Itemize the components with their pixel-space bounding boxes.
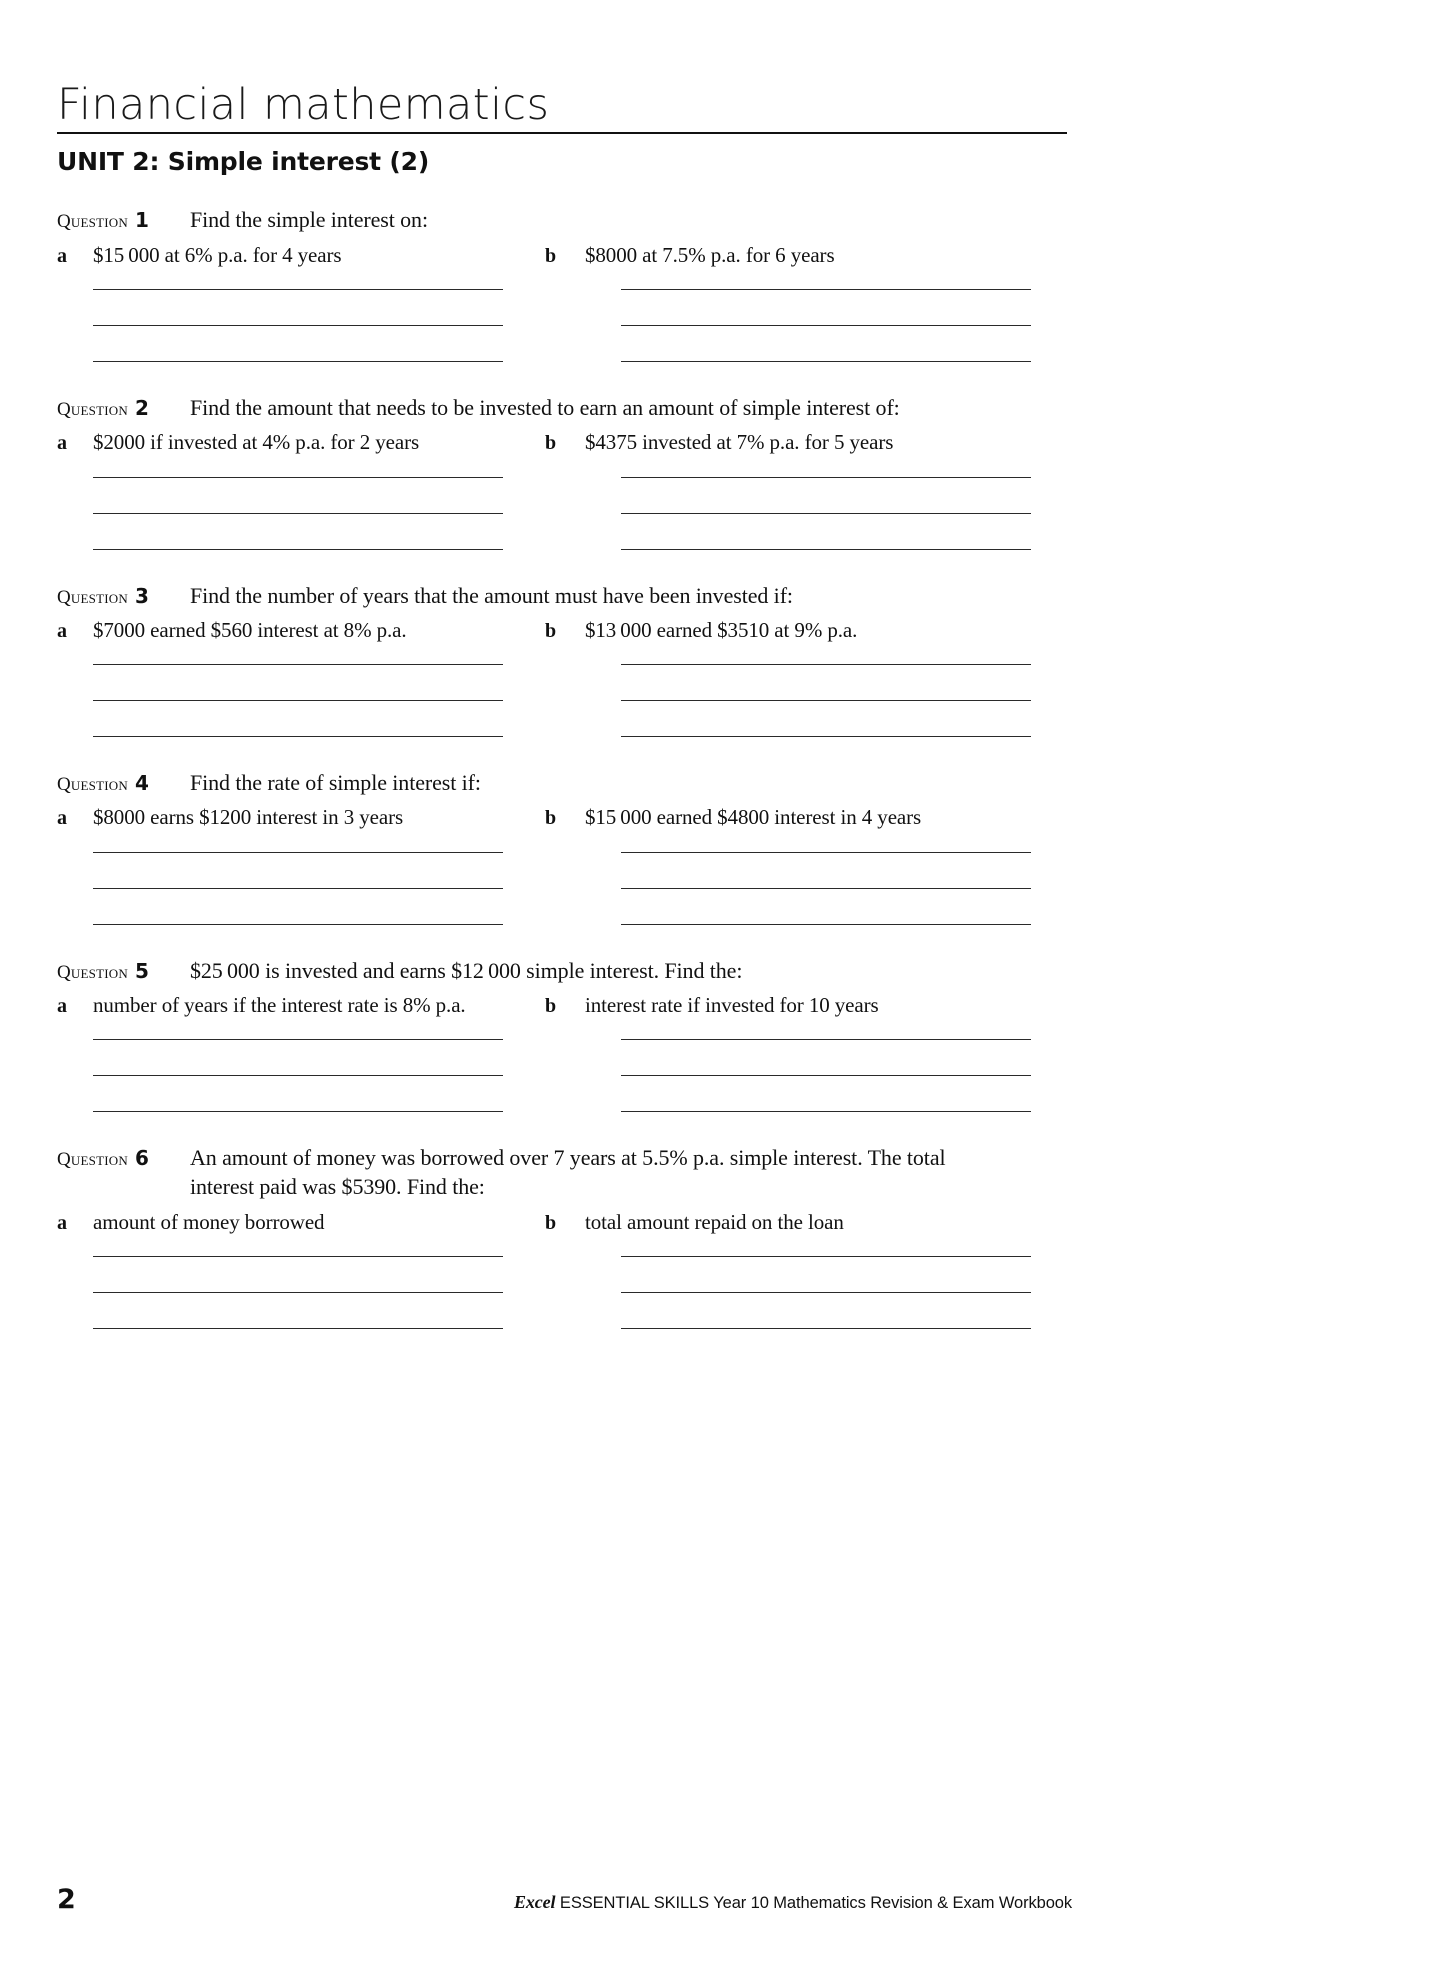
part-letter: b: [545, 1211, 557, 1234]
page-number: 2: [57, 1884, 76, 1915]
question-label: [57, 771, 190, 796]
question-word: Question: [57, 774, 128, 796]
answer-rule-line[interactable]: [621, 549, 1031, 550]
part-text: amount of money borrowed: [93, 1209, 325, 1234]
answer-rule-line[interactable]: [93, 852, 503, 853]
question-stem-line: Find the rate of simple interest if:: [190, 770, 481, 796]
answer-lines-column-right: [581, 477, 1121, 550]
question-number: 2: [134, 395, 149, 420]
question-label: [57, 208, 190, 233]
question-stem: [190, 393, 1072, 422]
answer-rule-line[interactable]: [93, 513, 503, 514]
part-text: interest rate if invested for 10 years: [585, 992, 879, 1017]
question-number: 3: [134, 583, 149, 608]
part-letter: b: [545, 994, 557, 1017]
answer-rule-line[interactable]: [93, 736, 503, 737]
answer-rule-line[interactable]: [93, 924, 503, 925]
question-stem-line: $25 000 is invested and earns $12 000 simple interest. Find the:: [190, 957, 743, 983]
answer-rule-line[interactable]: [621, 1292, 1031, 1293]
question-number: 4: [134, 771, 149, 796]
question-part-b: [545, 992, 1045, 1019]
page-content: [57, 0, 1072, 1329]
answer-rule-line[interactable]: [621, 513, 1031, 514]
part-letter: a: [57, 807, 67, 830]
answer-rule-line[interactable]: [621, 1256, 1031, 1257]
answer-rule-line[interactable]: [621, 1111, 1031, 1112]
question-number: 6: [134, 1146, 149, 1171]
question-stem-line: interest paid was $5390. Find the:: [190, 1174, 485, 1200]
answer-rule-line[interactable]: [93, 1256, 503, 1257]
question-part-a: [57, 617, 545, 644]
answer-lines: [57, 289, 1072, 362]
answer-lines-column-left: [57, 664, 581, 737]
answer-lines-column-left: [57, 1039, 581, 1112]
answer-rule-line[interactable]: [621, 924, 1031, 925]
answer-rule-line[interactable]: [93, 1292, 503, 1293]
question-part-a: [57, 429, 545, 456]
answer-rule-line[interactable]: [93, 1111, 503, 1112]
footer-title-text: ESSENTIAL SKILLS Year 10 Mathematics Revision & Exam Workbook: [555, 1894, 1072, 1912]
part-text: number of years if the interest rate is 8% p.a.: [93, 992, 466, 1017]
answer-lines-column-left: [57, 852, 581, 925]
question-label: [57, 959, 190, 984]
question-part-b: [545, 617, 1045, 644]
answer-rule-line[interactable]: [621, 1039, 1031, 1040]
question-word: Question: [57, 1149, 128, 1171]
answer-lines-column-right: [581, 1039, 1121, 1112]
question-part-a: [57, 1209, 545, 1236]
page-title: Financial mathematics: [57, 80, 550, 130]
answer-rule-line[interactable]: [621, 325, 1031, 326]
question-stem-line: Find the simple interest on:: [190, 207, 428, 233]
answer-lines: [57, 852, 1072, 925]
answer-rule-line[interactable]: [621, 736, 1031, 737]
answer-lines-column-right: [581, 1256, 1121, 1329]
question-block: [57, 393, 1072, 550]
question-part-b: [545, 242, 1045, 269]
question-block: [57, 1143, 1072, 1329]
question-label: [57, 396, 190, 421]
question-stem: [190, 581, 1072, 610]
part-text: total amount repaid on the loan: [585, 1209, 844, 1234]
part-letter: a: [57, 432, 67, 455]
question-stem: [190, 1143, 1072, 1202]
part-text: $2000 if invested at 4% p.a. for 2 years: [93, 430, 420, 455]
answer-rule-line[interactable]: [621, 700, 1031, 701]
question-part-b: [545, 804, 1045, 831]
part-letter: a: [57, 1211, 67, 1234]
questions-container: [57, 205, 1072, 1329]
question-parts-row: [57, 617, 1072, 644]
question-part-a: [57, 804, 545, 831]
answer-rule-line[interactable]: [621, 888, 1031, 889]
answer-lines-column-right: [581, 664, 1121, 737]
question-stem-row: [57, 205, 1072, 234]
answer-lines: [57, 477, 1072, 550]
question-stem-row: [57, 581, 1072, 610]
part-letter: b: [545, 244, 557, 267]
answer-rule-line[interactable]: [93, 664, 503, 665]
question-block: [57, 768, 1072, 925]
answer-rule-line[interactable]: [93, 477, 503, 478]
part-text: $7000 earned $560 interest at 8% p.a.: [93, 617, 407, 642]
question-word: Question: [57, 586, 128, 608]
answer-rule-line[interactable]: [621, 852, 1031, 853]
answer-lines: [57, 664, 1072, 737]
question-number: 5: [134, 958, 149, 983]
answer-rule-line[interactable]: [621, 289, 1031, 290]
answer-lines-column-left: [57, 289, 581, 362]
part-text: $13 000 earned $3510 at 9% p.a.: [585, 617, 858, 642]
answer-rule-line[interactable]: [93, 888, 503, 889]
question-block: [57, 205, 1072, 362]
question-stem-line: Find the amount that needs to be invested to earn an amount of simple interest of:: [190, 394, 900, 420]
answer-rule-line[interactable]: [621, 1075, 1031, 1076]
part-letter: b: [545, 807, 557, 830]
question-part-b: [545, 1209, 1045, 1236]
question-part-b: [545, 429, 1045, 456]
question-parts-row: [57, 429, 1072, 456]
question-stem-row: [57, 393, 1072, 422]
part-text: $4375 invested at 7% p.a. for 5 years: [585, 430, 894, 455]
answer-lines-column-right: [581, 289, 1121, 362]
answer-lines: [57, 1256, 1072, 1329]
answer-rule-line[interactable]: [93, 700, 503, 701]
question-label: [57, 584, 190, 609]
answer-rule-line[interactable]: [93, 325, 503, 326]
part-text: $15 000 earned $4800 interest in 4 years: [585, 805, 922, 830]
unit-heading: UNIT 2: Simple interest (2): [57, 147, 430, 177]
answer-rule-line[interactable]: [621, 664, 1031, 665]
question-block: [57, 581, 1072, 738]
question-stem: [190, 768, 1072, 797]
answer-rule-line[interactable]: [621, 477, 1031, 478]
answer-rule-line[interactable]: [93, 549, 503, 550]
answer-lines-column-left: [57, 1256, 581, 1329]
question-parts-row: [57, 242, 1072, 269]
question-stem-row: [57, 768, 1072, 797]
question-stem: [190, 956, 1072, 985]
question-block: [57, 956, 1072, 1113]
question-stem-row: [57, 956, 1072, 985]
answer-rule-line[interactable]: [621, 1328, 1031, 1329]
answer-rule-line[interactable]: [93, 361, 503, 362]
part-letter: a: [57, 994, 67, 1017]
answer-rule-line[interactable]: [621, 361, 1031, 362]
question-stem-line: An amount of money was borrowed over 7 years at 5.5% p.a. simple interest. The total: [190, 1145, 946, 1171]
answer-rule-line[interactable]: [93, 1039, 503, 1040]
answer-rule-line[interactable]: [93, 1075, 503, 1076]
question-label: [57, 1146, 190, 1171]
answer-lines-column-right: [581, 852, 1121, 925]
answer-lines-column-left: [57, 477, 581, 550]
part-letter: b: [545, 432, 557, 455]
answer-rule-line[interactable]: [93, 1328, 503, 1329]
question-parts-row: [57, 804, 1072, 831]
answer-lines: [57, 1039, 1072, 1112]
question-stem-row: [57, 1143, 1072, 1202]
part-text: $8000 at 7.5% p.a. for 6 years: [585, 242, 835, 267]
question-parts-row: [57, 1209, 1072, 1236]
question-parts-row: [57, 992, 1072, 1019]
part-text: $15 000 at 6% p.a. for 4 years: [93, 242, 342, 267]
question-part-a: [57, 992, 545, 1019]
question-number: 1: [134, 208, 149, 233]
question-word: Question: [57, 961, 128, 983]
question-word: Question: [57, 398, 128, 420]
question-stem: [190, 205, 1072, 234]
page-footer: [57, 1884, 1072, 1915]
part-letter: a: [57, 244, 67, 267]
answer-rule-line[interactable]: [93, 289, 503, 290]
part-letter: b: [545, 619, 557, 642]
question-part-a: [57, 242, 545, 269]
part-text: $8000 earns $1200 interest in 3 years: [93, 805, 404, 830]
brand-label: Excel: [513, 1892, 556, 1912]
question-stem-line: Find the number of years that the amount must have been invested if:: [190, 582, 793, 608]
question-word: Question: [57, 211, 128, 233]
part-letter: a: [57, 619, 67, 642]
footer-publisher-text: [514, 1892, 1072, 1913]
